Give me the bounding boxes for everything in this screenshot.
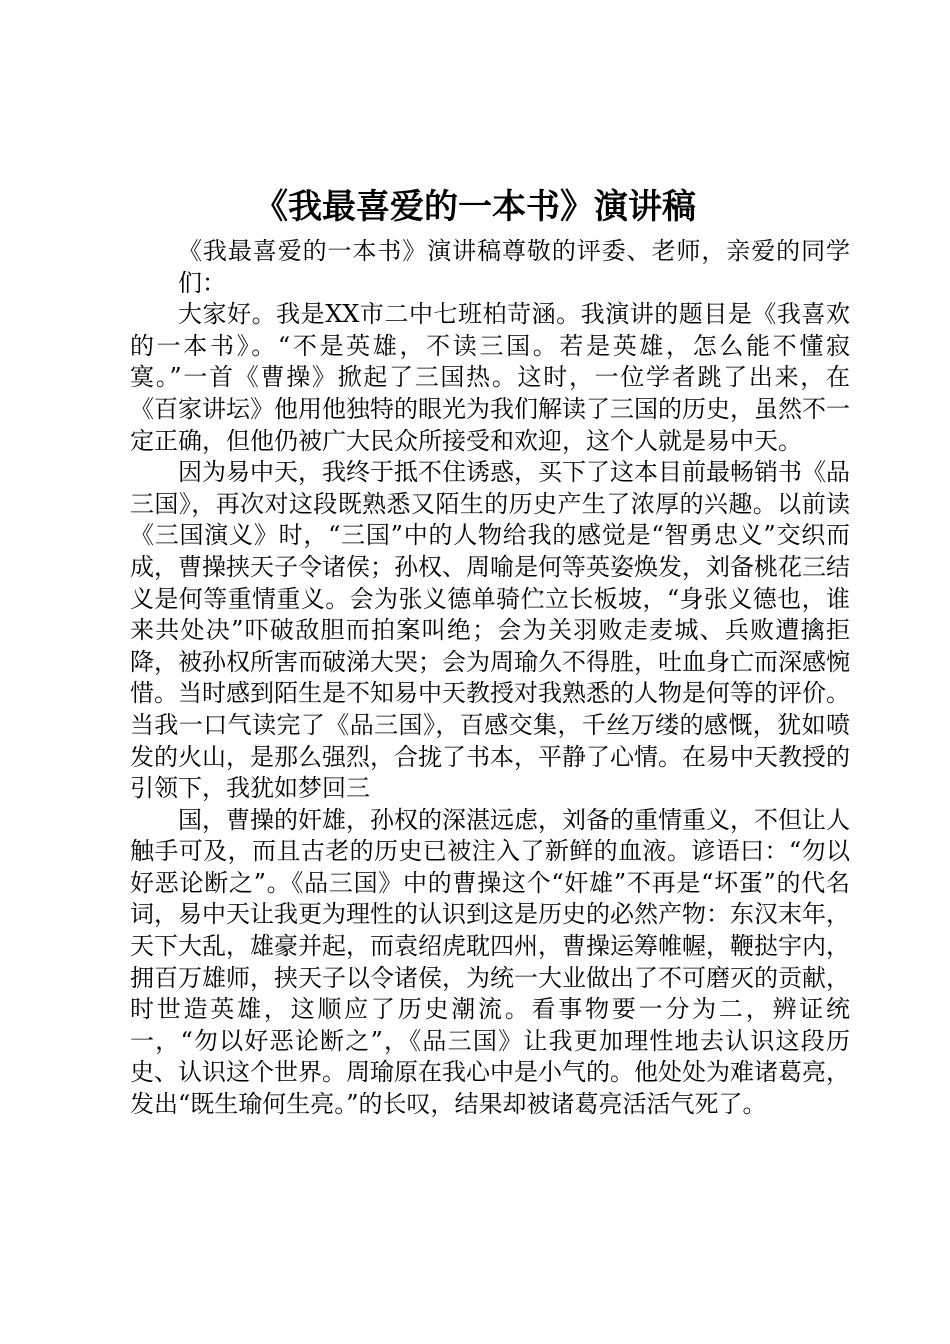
paragraph-salutation: 《我最喜爱的一本书》演讲稿尊敬的评委、老师，亲爱的同学们： bbox=[178, 237, 850, 297]
document-title: 《我最喜爱的一本书》演讲稿 bbox=[254, 187, 696, 227]
paragraph-introduction: 大家好。我是XX市二中七班柏苛涵。我演讲的题目是《我喜欢的一本书》。“不是英雄，不读三国。若是英雄，怎么能不懂寂寞。”一首《曹操》掀起了三国热。这时，一位学者跳了出来，在《百家讲坛》他用他独特的眼光为我们解读了三国的历史，虽然不一定正确，但他仍被广大民众所接受和欢迎，这个人就是易中天。 bbox=[130, 300, 850, 455]
document-body bbox=[130, 236, 850, 1121]
paragraph-reading-experience: 因为易中天，我终于抵不住诱惑，买下了这本目前最畅销书《品三国》，再次对这段既熟悉又陌生的历史产生了浓厚的兴趣。以前读《三国演义》时，“三国”中的人物给我的感觉是“智勇忠义”交织而成，曹操挟天子令诸侯；孙权、周喻是何等英姿焕发，刘备桃花三结义是何等重情重义。会为张义德单骑伫立长板坡，“身张义德也，谁来共处决”吓破敌胆而拍案叫绝；会为关羽败走麦城、兵败遭擒拒降，被孙权所害而破涕大哭；会为周瑜久不得胜，吐血身亡而深感惋惜。当时感到陌生是不知易中天教授对我熟悉的人物是何等的评价。当我一口气读完了《品三国》，百感交集，千丝万缕的感慨，犹如喷发的火山，是那么强烈，合拢了书本，平静了心情。在易中天教授的引领下，我犹如梦回三 bbox=[130, 458, 850, 803]
paragraph-reflection: 国，曹操的奸雄，孙权的深湛远虑，刘备的重情重义，不但让人触手可及，而且古老的历史已被注入了新鲜的血液。谚语曰：“勿以好恶论断之”。《品三国》中的曹操这个“奸雄”不再是“坏蛋”的代名词，易中天让我更为理性的认识到这是历史的必然产物：东汉末年，天下大乱，雄豪并起，而袁绍虎耽四州，曹操运筹帷幄，鞭挞宇内，拥百万雄师，挟天子以令诸侯，为统一大业做出了不可磨灭的贡献，时世造英雄，这顺应了历史潮流。看事物要一分为二，辨证统一，“勿以好恶论断之”，《品三国》让我更加理性地去认识这段历史、认识这个世界。周瑜原在我心中是小气的。他处处为难诸葛亮，发出“既生瑜何生亮。”的长叹，结果却被诸葛亮活活气死了。 bbox=[130, 805, 850, 1119]
